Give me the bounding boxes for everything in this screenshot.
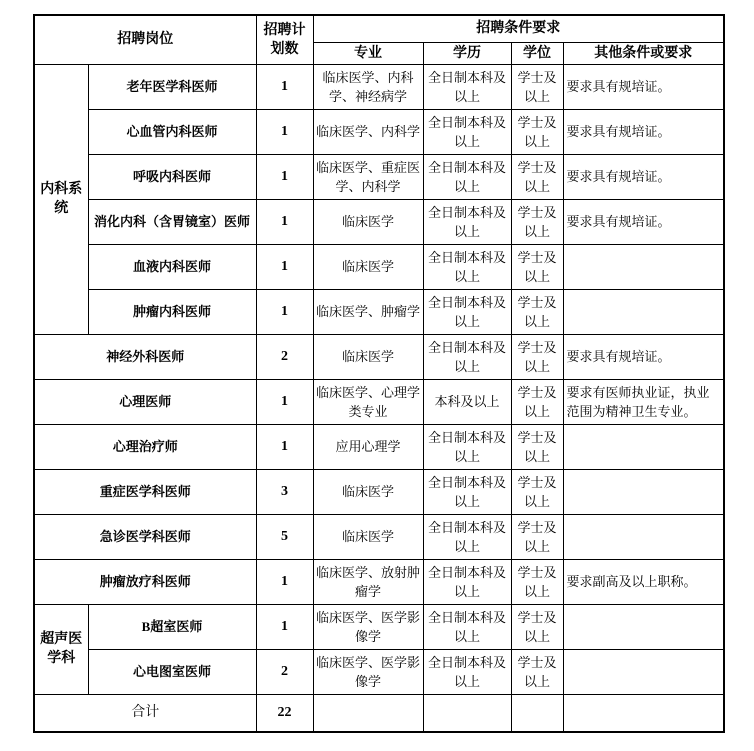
degree-cell: 学士及以上: [511, 334, 563, 379]
other-requirements-cell: 要求副高及以上职称。: [563, 559, 724, 604]
table-body: [34, 64, 724, 732]
total-row: [34, 694, 724, 732]
table-row: [34, 604, 724, 649]
header-conditions: 招聘条件要求: [313, 15, 724, 42]
table-header: [34, 15, 724, 64]
major-cell: 应用心理学: [313, 424, 423, 469]
plan-count-cell: 3: [256, 469, 313, 514]
table-row: [34, 244, 724, 289]
major-cell: 临床医学、重症医学、内科学: [313, 154, 423, 199]
other-requirements-cell: 要求具有规培证。: [563, 199, 724, 244]
table-row: [34, 109, 724, 154]
other-requirements-cell: 要求具有规培证。: [563, 154, 724, 199]
table-row: [34, 199, 724, 244]
major-cell: 临床医学: [313, 244, 423, 289]
position-cell: 神经外科医师: [34, 334, 256, 379]
education-cell: 全日制本科及以上: [423, 469, 511, 514]
degree-cell: [511, 694, 563, 732]
major-cell: [313, 694, 423, 732]
education-cell: 全日制本科及以上: [423, 154, 511, 199]
plan-count-cell: 1: [256, 379, 313, 424]
major-cell: 临床医学: [313, 469, 423, 514]
degree-cell: 学士及以上: [511, 649, 563, 694]
table-row: [34, 379, 724, 424]
major-cell: 临床医学、放射肿瘤学: [313, 559, 423, 604]
other-requirements-cell: [563, 649, 724, 694]
plan-count-cell: 1: [256, 244, 313, 289]
degree-cell: 学士及以上: [511, 379, 563, 424]
position-cell: B超室医师: [88, 604, 256, 649]
position-cell: 心理医师: [34, 379, 256, 424]
other-requirements-cell: [563, 424, 724, 469]
other-requirements-cell: [563, 514, 724, 559]
table-row: [34, 154, 724, 199]
major-cell: 临床医学: [313, 334, 423, 379]
table-row: [34, 559, 724, 604]
header-education: 学历: [423, 42, 511, 64]
major-cell: 临床医学、内科学: [313, 109, 423, 154]
plan-count-cell: 1: [256, 604, 313, 649]
header-other-requirements: 其他条件或要求: [563, 42, 724, 64]
position-cell: 心电图室医师: [88, 649, 256, 694]
other-requirements-cell: 要求具有规培证。: [563, 109, 724, 154]
header-plan-count: 招聘计划数: [256, 15, 313, 64]
header-position: 招聘岗位: [34, 15, 256, 64]
degree-cell: 学士及以上: [511, 64, 563, 109]
education-cell: 全日制本科及以上: [423, 424, 511, 469]
total-label-cell: 合计: [34, 694, 256, 732]
major-cell: 临床医学: [313, 199, 423, 244]
degree-cell: 学士及以上: [511, 604, 563, 649]
other-requirements-cell: [563, 289, 724, 334]
recruitment-table: [33, 14, 725, 733]
position-cell: 心血管内科医师: [88, 109, 256, 154]
major-cell: 临床医学、医学影像学: [313, 649, 423, 694]
education-cell: 全日制本科及以上: [423, 289, 511, 334]
education-cell: 本科及以上: [423, 379, 511, 424]
degree-cell: 学士及以上: [511, 424, 563, 469]
header-major: 专业: [313, 42, 423, 64]
other-requirements-cell: 要求有医师执业证，执业范围为精神卫生专业。: [563, 379, 724, 424]
degree-cell: 学士及以上: [511, 109, 563, 154]
position-cell: 老年医学科医师: [88, 64, 256, 109]
degree-cell: 学士及以上: [511, 469, 563, 514]
plan-count-cell: 1: [256, 199, 313, 244]
position-cell: 肿瘤内科医师: [88, 289, 256, 334]
degree-cell: 学士及以上: [511, 289, 563, 334]
other-requirements-cell: [563, 469, 724, 514]
education-cell: 全日制本科及以上: [423, 199, 511, 244]
other-requirements-cell: 要求具有规培证。: [563, 334, 724, 379]
position-cell: 心理治疗师: [34, 424, 256, 469]
education-cell: [423, 694, 511, 732]
other-requirements-cell: [563, 244, 724, 289]
table-row: [34, 514, 724, 559]
degree-cell: 学士及以上: [511, 154, 563, 199]
education-cell: 全日制本科及以上: [423, 604, 511, 649]
position-cell: 消化内科（含胃镜室）医师: [88, 199, 256, 244]
table-row: [34, 64, 724, 109]
education-cell: 全日制本科及以上: [423, 64, 511, 109]
education-cell: 全日制本科及以上: [423, 244, 511, 289]
plan-count-cell: 1: [256, 154, 313, 199]
table-row: [34, 469, 724, 514]
education-cell: 全日制本科及以上: [423, 649, 511, 694]
plan-count-cell: 2: [256, 334, 313, 379]
degree-cell: 学士及以上: [511, 244, 563, 289]
education-cell: 全日制本科及以上: [423, 334, 511, 379]
plan-count-cell: 2: [256, 649, 313, 694]
other-requirements-cell: [563, 604, 724, 649]
table-row: [34, 649, 724, 694]
position-cell: 呼吸内科医师: [88, 154, 256, 199]
table-row: [34, 334, 724, 379]
plan-count-cell: 1: [256, 289, 313, 334]
position-cell: 血液内科医师: [88, 244, 256, 289]
major-cell: 临床医学、心理学类专业: [313, 379, 423, 424]
plan-count-cell: 1: [256, 109, 313, 154]
major-cell: 临床医学、内科学、神经病学: [313, 64, 423, 109]
plan-count-cell: 22: [256, 694, 313, 732]
department-group-cell: 超声医学科: [34, 604, 88, 694]
degree-cell: 学士及以上: [511, 559, 563, 604]
other-requirements-cell: [563, 694, 724, 732]
position-cell: 肿瘤放疗科医师: [34, 559, 256, 604]
header-degree: 学位: [511, 42, 563, 64]
department-group-cell: 内科系统: [34, 64, 88, 334]
other-requirements-cell: 要求具有规培证。: [563, 64, 724, 109]
table-row: [34, 289, 724, 334]
table-row: [34, 424, 724, 469]
plan-count-cell: 1: [256, 559, 313, 604]
education-cell: 全日制本科及以上: [423, 109, 511, 154]
position-cell: 重症医学科医师: [34, 469, 256, 514]
plan-count-cell: 1: [256, 424, 313, 469]
major-cell: 临床医学: [313, 514, 423, 559]
education-cell: 全日制本科及以上: [423, 559, 511, 604]
major-cell: 临床医学、医学影像学: [313, 604, 423, 649]
plan-count-cell: 5: [256, 514, 313, 559]
education-cell: 全日制本科及以上: [423, 514, 511, 559]
header-row-1: [34, 15, 724, 42]
plan-count-cell: 1: [256, 64, 313, 109]
position-cell: 急诊医学科医师: [34, 514, 256, 559]
major-cell: 临床医学、肿瘤学: [313, 289, 423, 334]
degree-cell: 学士及以上: [511, 514, 563, 559]
degree-cell: 学士及以上: [511, 199, 563, 244]
